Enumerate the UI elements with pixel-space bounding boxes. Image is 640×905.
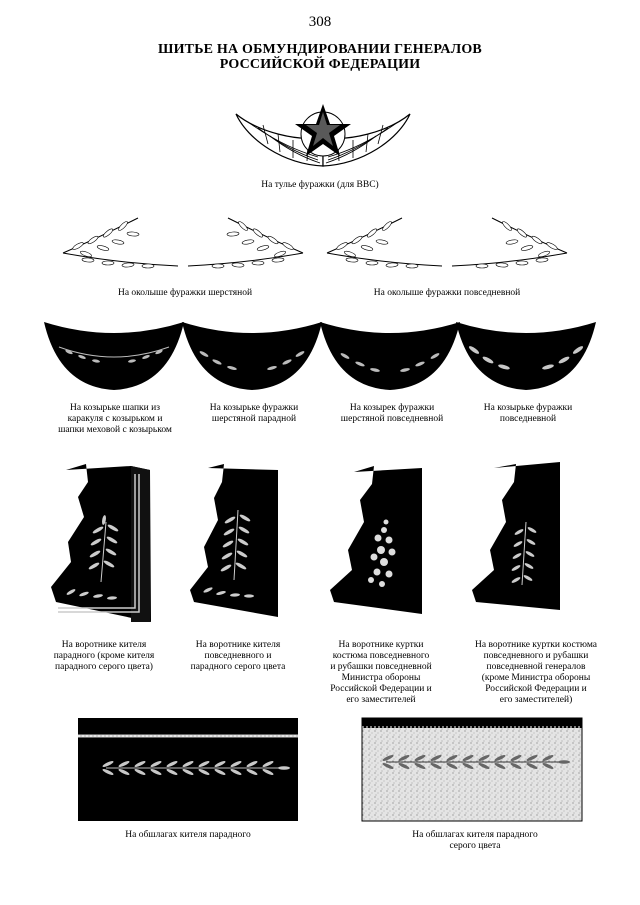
visor-caption-fur: На козырьке шапки из каракуля с козырьком и шапки меховой с козырьком xyxy=(58,403,172,435)
band-caption-wool: На околыше фуражки шерстяной xyxy=(117,288,253,298)
visor-caption-wool-everyday: На козырек фуражки шерстяной повседневной xyxy=(340,403,444,424)
collar-general-everyday xyxy=(464,460,564,620)
collar-caption-everyday: На воротнике кителя повседневного и парадного серого цвета xyxy=(190,640,286,672)
visor-fur-hat xyxy=(44,322,184,392)
collar-parade xyxy=(46,462,156,627)
visor-wool-everyday xyxy=(320,322,460,392)
winged-star-emblem xyxy=(228,82,418,172)
page-number: 308 xyxy=(308,14,332,30)
band-embroidery-wool xyxy=(58,208,308,278)
visor-caption-wool-parade: На козырьке фуражки шерстяной парадной xyxy=(209,403,299,424)
cuff-caption-parade: На обшлагах кителя парадного xyxy=(125,830,251,840)
visor-everyday xyxy=(456,322,596,392)
cuff-parade xyxy=(78,718,298,823)
collar-caption-general-everyday: На воротнике куртки костюма повседневного и рубашки повседневной генералов (кроме Министра обороны Российской Федерации и его заместителей) xyxy=(475,640,597,705)
band-embroidery-everyday xyxy=(322,208,572,278)
collar-minister xyxy=(326,462,426,622)
title-line-2: РОССИЙСКОЙ ФЕДЕРАЦИИ xyxy=(219,57,421,72)
cuff-caption-parade-grey: На обшлагах кителя парадного серого цвета xyxy=(412,830,538,851)
title-line-1: ШИТЬЕ НА ОБМУНДИРОВАНИИ ГЕНЕРАЛОВ xyxy=(158,42,482,57)
cuff-parade-grey xyxy=(362,718,582,823)
collar-caption-minister: На воротнике куртки костюма повседневного и рубашки повседневной Министра обороны Российской Федерации и его заместителей xyxy=(330,640,432,705)
visor-caption-everyday: На козырьке фуражки повседневной xyxy=(483,403,573,424)
band-caption-everyday: На околыше фуражки повседневной xyxy=(373,288,521,298)
emblem-caption: На тулье фуражки (для ВВС) xyxy=(261,180,379,190)
page-title xyxy=(0,42,640,72)
collar-everyday xyxy=(186,462,281,622)
collar-caption-parade: На воротнике кителя парадного (кроме кителя парадного серого цвета) xyxy=(53,640,155,672)
visor-wool-parade xyxy=(182,322,322,392)
